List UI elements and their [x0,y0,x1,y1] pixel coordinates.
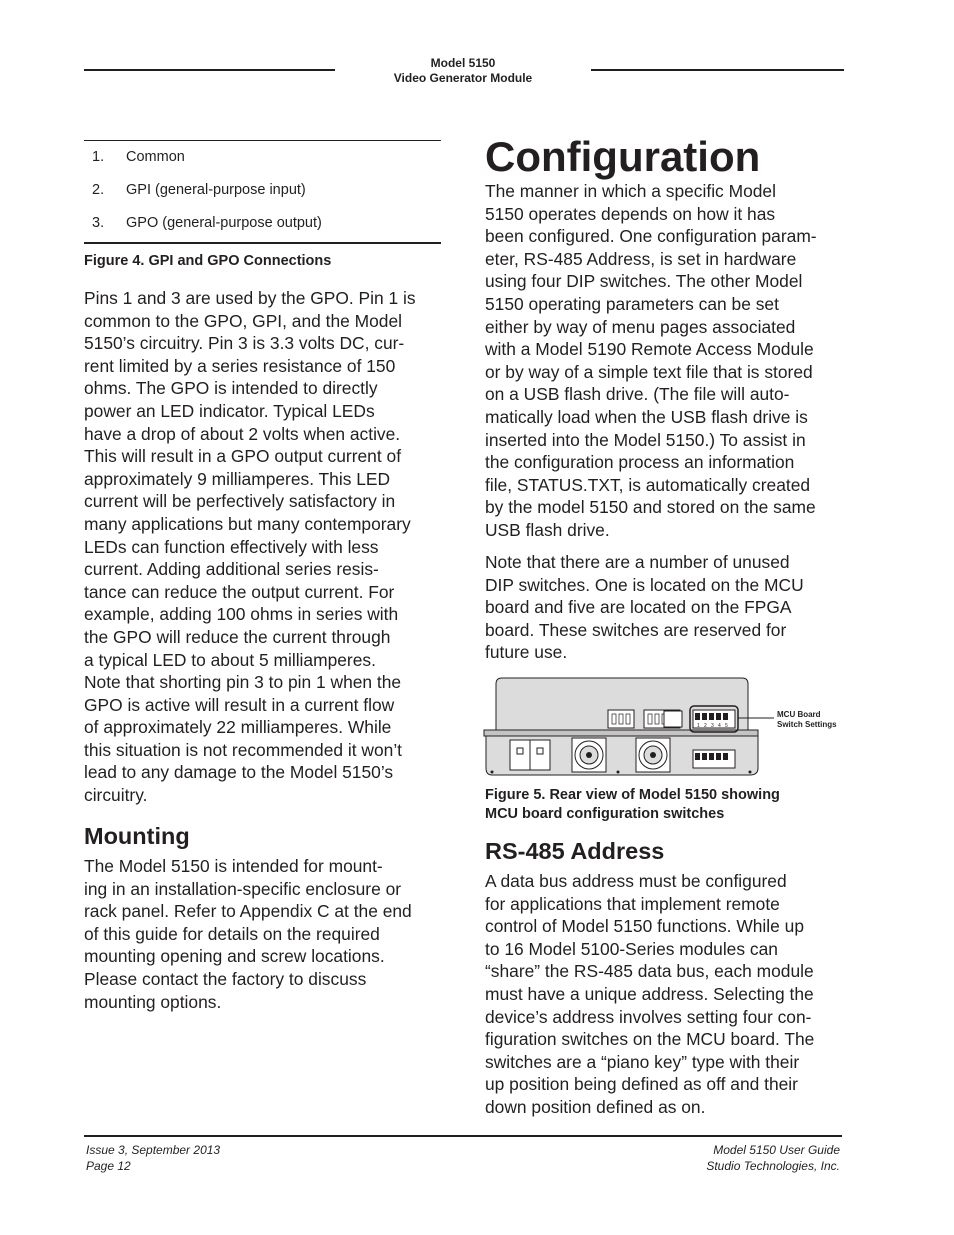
text-line: DIP switches. One is located on the MCU [485,574,804,595]
connector-block-a [608,710,634,728]
footer-left [86,1143,220,1174]
text-line: the configuration process an information [485,452,795,473]
switch-number: 1 [697,723,700,729]
text-line: current will be perfectively satisfactory in [84,491,396,512]
text-line: 5150 operating parameters can be set [485,293,779,314]
header-rule-right [591,69,844,71]
text-line: This will result in a GPO output current of [84,446,402,467]
text-line: up position being defined as off and their [485,1074,798,1095]
table-top-rule [84,140,441,141]
pin-number: 2. [92,182,105,198]
text-line: GPO is active will result in a current flow [84,694,395,715]
text-line: mounting opening and screw locations. [84,946,385,967]
text-line: of this guide for details on the required [84,923,380,944]
text-line: control of Model 5150 functions. While up [485,916,805,937]
text-line: lead to any damage to the Model 5150’s [84,762,394,783]
text-line: A data bus address must be configured [485,871,787,891]
pin-number: 3. [92,215,105,231]
switch-number: 4 [718,723,721,729]
text-line: been configured. One configuration param- [485,226,817,247]
text-line: this situation is not recommended it won’t [84,739,403,760]
text-line: LEDs can function effectively with less [84,536,379,557]
text-line: Pins 1 and 3 are used by the GPO. Pin 1 is [84,288,416,308]
header-subtitle: Video Generator Module [393,71,533,85]
text-line: power an LED indicator. Typical LEDs [84,400,375,421]
pin-label: Common [126,149,185,165]
screw-icon [617,771,620,774]
text-line: must have a unique address. Selecting the [485,983,814,1004]
footer-page-number: Page 12 [86,1158,131,1173]
footer-guide-title: Model 5150 User Guide [713,1143,840,1157]
text-line: approximately 9 milliamperes. This LED [84,468,391,489]
text-line: for applications that implement remote [485,893,780,914]
rear-view-illustration [480,672,850,780]
caption-line: MCU board configuration switches [485,806,725,822]
power-connector [510,740,550,770]
text-line: figuration switches on the MCU board. The [485,1029,815,1050]
text-line: 5150’s circuitry. Pin 3 is 3.3 volts DC, cur- [84,333,405,354]
text-line: future use. [485,642,568,663]
text-line: rent limited by a series resistance of 150 [84,355,396,376]
footer-company: Studio Technologies, Inc. [706,1158,840,1173]
callout-label-line2: Switch Settings [777,720,837,729]
fpga-dip-switch [693,750,735,768]
text-line: rack panel. Refer to Appendix C at the end [84,901,412,922]
text-line: file, STATUS.TXT, is automatically created [485,474,811,495]
text-line: using four DIP switches. The other Model [485,271,803,292]
text-line: eter, RS-485 Address, is set in hardware [485,248,797,269]
pin-label: GPO (general-purpose output) [126,215,322,231]
text-line: “share” the RS-485 data bus, each module [485,961,814,982]
rs485-paragraph [485,870,814,1119]
text-line: common to the GPO, GPI, and the Model [84,310,403,331]
text-line: device’s address involves setting four con- [485,1006,812,1027]
table-bottom-rule [84,242,441,244]
connector-block-c [664,711,682,727]
text-line: The manner in which a specific Model [485,181,776,201]
footer-rule [84,1135,842,1137]
pin-row [92,149,185,165]
configuration-paragraph [485,180,817,542]
footer-right [706,1143,840,1174]
caption-line: Figure 5. Rear view of Model 5150 showing [485,787,780,803]
text-line: a typical LED to about 5 milliamperes. [84,649,376,670]
screw-icon [491,771,494,774]
bnc-connector [636,738,670,772]
text-line: ing in an installation-specific enclosure or [84,878,402,899]
text-line: board and five are located on the FPGA [485,597,792,618]
mounting-paragraph [84,855,412,1013]
text-line: with a Model 5190 Remote Access Module [485,339,814,360]
text-line: Note that there are a number of unused [485,552,790,572]
text-line: the GPO will reduce the current through [84,626,391,647]
text-line: matically load when the USB flash drive is [485,406,808,427]
gpo-paragraph [84,287,416,807]
back-plate [484,730,758,736]
switch-number: 3 [711,723,714,729]
bnc-connector [572,738,606,772]
text-line: many applications but many contemporary [84,513,411,534]
text-line: by the model 5150 and stored on the same [485,497,816,518]
figure-5-caption [485,786,780,824]
text-line: down position defined as on. [485,1096,706,1117]
mcu-dip-switch [693,710,735,729]
callout-label-line1: MCU Board [777,710,821,719]
text-line: 5150 operates depends on how it has [485,203,776,224]
text-line: Note that shorting pin 3 to pin 1 when the [84,672,402,693]
text-line: tance can reduce the output current. For [84,581,395,602]
configuration-heading: Configuration [485,133,761,180]
text-line: The Model 5150 is intended for mount- [84,856,383,876]
running-header [335,56,591,86]
footer-issue: Issue 3, September 2013 [86,1143,221,1157]
pin-number: 1. [92,149,105,165]
text-line: ohms. The GPO is intended to directly [84,378,378,399]
text-line: mounting options. [84,991,222,1012]
pin-row [92,215,322,231]
text-line: Please contact the factory to discuss [84,968,367,989]
text-line: USB flash drive. [485,519,610,540]
text-line: to 16 Model 5100-Series modules can [485,938,778,959]
pin-row [92,182,306,198]
text-line: circuitry. [84,785,148,806]
switch-number: 2 [704,723,707,729]
text-line: example, adding 100 ohms in series with [84,604,399,625]
header-model: Model 5150 [430,56,496,70]
text-line: on a USB flash drive. (The file will auto- [485,384,790,405]
text-line: switches are a “piano key” type with their [485,1051,800,1072]
header-rule-left [84,69,335,71]
text-line: board. These switches are reserved for [485,619,787,640]
mounting-heading: Mounting [84,823,190,849]
text-line: inserted into the Model 5150.) To assist in [485,429,806,450]
unused-switches-paragraph [485,551,804,664]
text-line: current. Adding additional series resis- [84,559,379,580]
text-line: have a drop of about 2 volts when active. [84,423,401,444]
pin-label: GPI (general-purpose input) [126,182,306,198]
figure-4-caption: Figure 4. GPI and GPO Connections [84,253,332,269]
rs485-heading: RS-485 Address [485,838,665,864]
text-line: or by way of a simple text file that is stored [485,361,813,382]
text-line: either by way of menu pages associated [485,316,796,337]
switch-number: 5 [725,723,728,729]
text-line: of approximately 22 milliamperes. While [84,717,392,738]
screw-icon [749,771,752,774]
